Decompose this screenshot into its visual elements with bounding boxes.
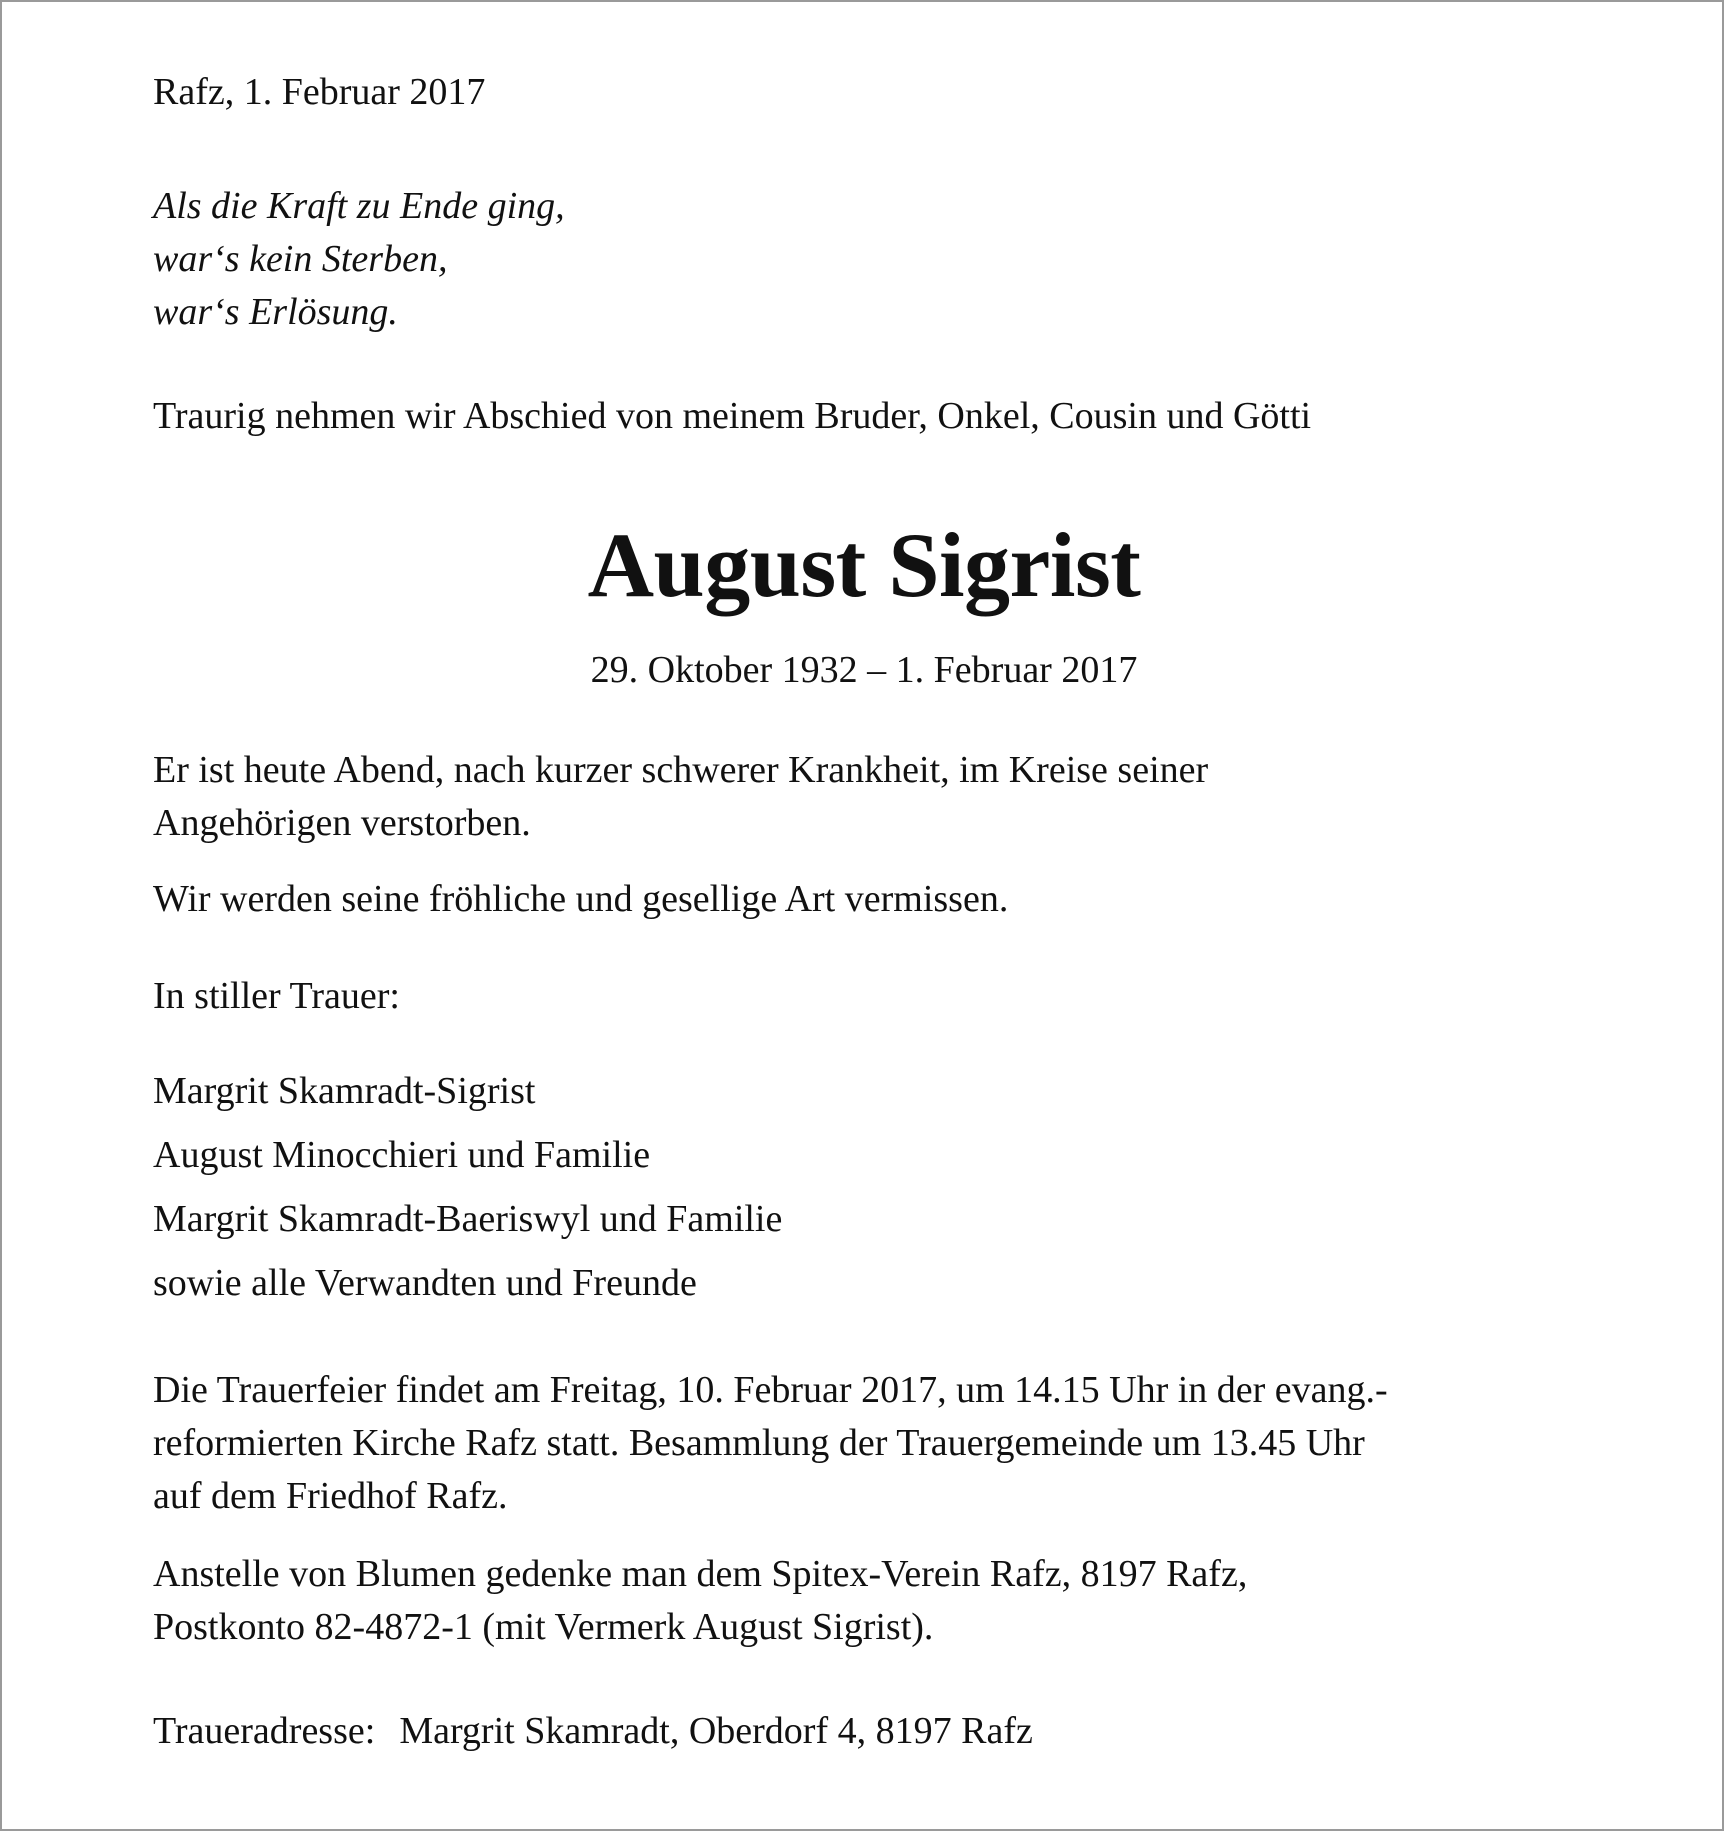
mourning-address: [153, 1705, 1033, 1758]
life-dates: 29. Oktober 1932 – 1. Februar 2017: [590, 649, 1138, 691]
address-label: Traueradresse:: [153, 1710, 376, 1752]
donation-text-line: Postkonto 82-4872-1 (mit Vermerk August Sigrist).: [153, 1606, 934, 1648]
poem-line: Als die Kraft zu Ende ging,: [153, 185, 565, 227]
ceremony-text-line: reformierten Kirche Rafz statt. Besammlung der Trauergemeinde um 13.45 Uhr: [153, 1422, 1365, 1464]
poem-line: war‘s kein Sterben,: [153, 238, 448, 280]
poem-line: war‘s Erlösung.: [153, 291, 398, 333]
mourner-item: Margrit Skamradt-Sigrist: [153, 1070, 536, 1112]
ceremony-text-line: Die Trauerfeier findet am Freitag, 10. Februar 2017, um 14.15 Uhr in der evang.-: [153, 1369, 1388, 1411]
deceased-name: August Sigrist: [587, 514, 1141, 616]
passing-text-line: Angehörigen verstorben.: [153, 802, 531, 844]
address-value: Margrit Skamradt, Oberdorf 4, 8197 Rafz: [399, 1710, 1033, 1752]
mourner-item: August Minocchieri und Familie: [153, 1134, 651, 1176]
intro-text: Traurig nehmen wir Abschied von meinem Bruder, Onkel, Cousin und Götti: [153, 395, 1312, 437]
passing-text-line: Er ist heute Abend, nach kurzer schwerer Krankheit, im Kreise seiner: [153, 749, 1209, 791]
donation-text-line: Anstelle von Blumen gedenke man dem Spitex-Verein Rafz, 8197 Rafz,: [153, 1553, 1248, 1595]
place-date: Rafz, 1. Februar 2017: [153, 71, 486, 113]
mourner-item: Margrit Skamradt-Baeriswyl und Familie: [153, 1198, 783, 1240]
ceremony-text-line: auf dem Friedhof Rafz.: [153, 1475, 508, 1517]
mourner-item: sowie alle Verwandten und Freunde: [153, 1262, 697, 1304]
mourning-label: In stiller Trauer:: [153, 975, 400, 1017]
remembrance-text: Wir werden seine fröhliche und gesellige Art vermissen.: [153, 878, 1009, 920]
